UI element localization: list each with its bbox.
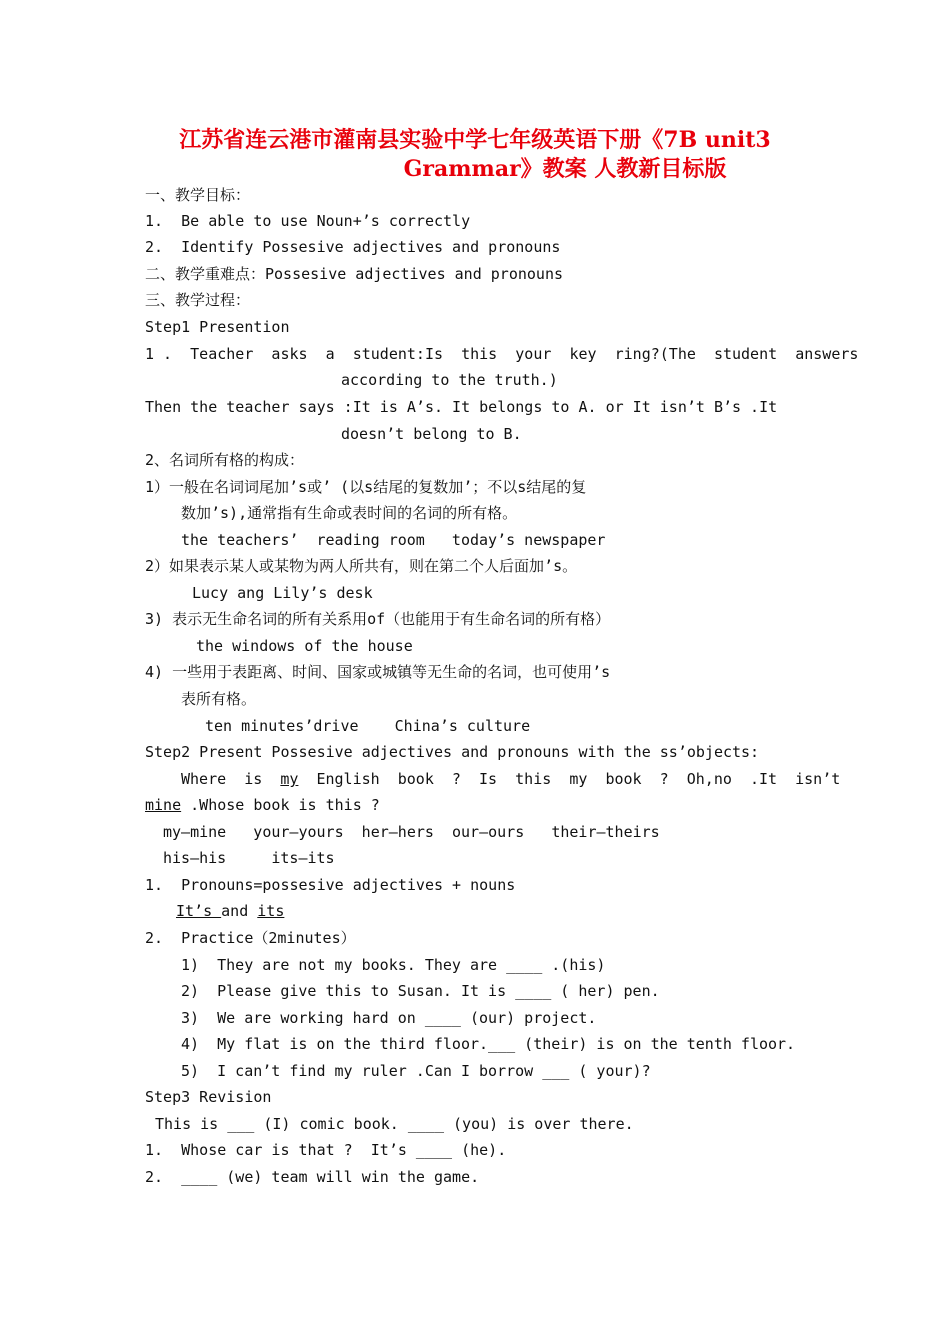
section-key-points: 二、教学重难点：Possesive adjectives and pronouns: [145, 265, 564, 283]
rule-4-example: ten minutes’drive China’s culture: [205, 717, 531, 735]
dialogue-part: Where is: [181, 770, 281, 788]
rule-2: 2）如果表示某人或某物为两人所共有，则在第二个人后面加’s。: [145, 557, 578, 575]
document-title: [145, 126, 805, 184]
its-vs-its: [176, 901, 284, 921]
rule-2-example: Lucy ang Lily’s desk: [192, 584, 373, 602]
title-line-2: Grammar》教案 人教新目标版: [403, 156, 727, 182]
objective-1: 1. Be able to use Noun+’s correctly: [145, 212, 471, 230]
underlined-mine: mine: [145, 796, 182, 814]
step1-heading: Step1 Presention: [145, 318, 290, 336]
rule-4-cont: 表所有格。: [181, 690, 257, 708]
pronoun-pairs-2: his—his its—its: [163, 849, 335, 867]
underlined-its-contraction: It’s: [176, 902, 222, 920]
objective-2: 2. Identify Possesive adjectives and pronouns: [145, 238, 561, 256]
practice-heading: 2. Practice（2minutes）: [145, 929, 356, 947]
rule-1-cont: 数加’s),通常指有生命或表时间的名词的所有格。: [181, 504, 518, 522]
step2-dialogue-cont: [145, 795, 380, 815]
practice-item-1: 1) They are not my books. They are ____ .(his): [181, 956, 606, 974]
practice-item-3: 3) We are working hard on ____ (our) project.: [181, 1009, 597, 1027]
underlined-my: my: [280, 770, 299, 788]
step1-teacher-says: Then the teacher says :It is A’s. It belongs to A. or It isn’t B’s .It: [145, 398, 778, 416]
practice-item-4: 4) My flat is on the third floor.___ (their) is on the tenth floor.: [181, 1035, 796, 1053]
rule-1-example: the teachers’ reading room today’s newspaper: [181, 531, 606, 549]
rule-4: 4) 一些用于表距离、时间、国家或城镇等无生命的名词，也可使用’s: [145, 663, 611, 681]
step3-heading: Step3 Revision: [145, 1088, 272, 1106]
practice-item-2: 2) Please give this to Susan. It is ____ ( her) pen.: [181, 982, 660, 1000]
revision-item-2: 2. ____ (we) team will win the game.: [145, 1168, 480, 1186]
title-line-1: 江苏省连云港市灌南县实验中学七年级英语下册《7B unit3: [179, 127, 771, 153]
practice-item-5: 5) I can’t find my ruler .Can I borrow ___ ( your)?: [181, 1062, 651, 1080]
revision-intro: This is ___ (I) comic book. ____ (you) is over there.: [155, 1115, 634, 1133]
section-objectives-heading: 一、教学目标：: [145, 186, 251, 204]
underlined-its: its: [257, 902, 285, 920]
rule-3-example: the windows of the house: [196, 637, 413, 655]
dialogue-part: English book ? Is this my book ? Oh,no .It isn’t: [298, 770, 841, 788]
pronouns-formula: 1. Pronouns=possesive adjectives + nouns: [145, 876, 516, 894]
step1-item-1: 1 . Teacher asks a student:Is this your key ring?(The student answers: [145, 345, 859, 363]
step1-teacher-says-cont: doesn’t belong to B.: [341, 425, 522, 443]
step1-item-1-cont: according to the truth.): [341, 371, 558, 389]
section-process-heading: 三、教学过程：: [145, 291, 251, 309]
rule-1: 1）一般在名词词尾加’s或’ (以s结尾的复数加’；不以s结尾的复: [145, 478, 587, 496]
dialogue-part: .Whose book is this ?: [181, 796, 380, 814]
rule-3: 3) 表示无生命名词的所有关系用of（也能用于有生命名词的所有格）: [145, 610, 611, 628]
and-word: and: [221, 902, 258, 920]
step2-dialogue: [181, 769, 840, 789]
possessive-heading: 2、名词所有格的构成：: [145, 451, 305, 469]
step2-heading: Step2 Present Possesive adjectives and pronouns with the ss’objects:: [145, 743, 760, 761]
revision-item-1: 1. Whose car is that ? It’s ____ (he).: [145, 1141, 507, 1159]
pronoun-pairs-1: my—mine your—yours her—hers our—ours their—theirs: [163, 823, 660, 841]
